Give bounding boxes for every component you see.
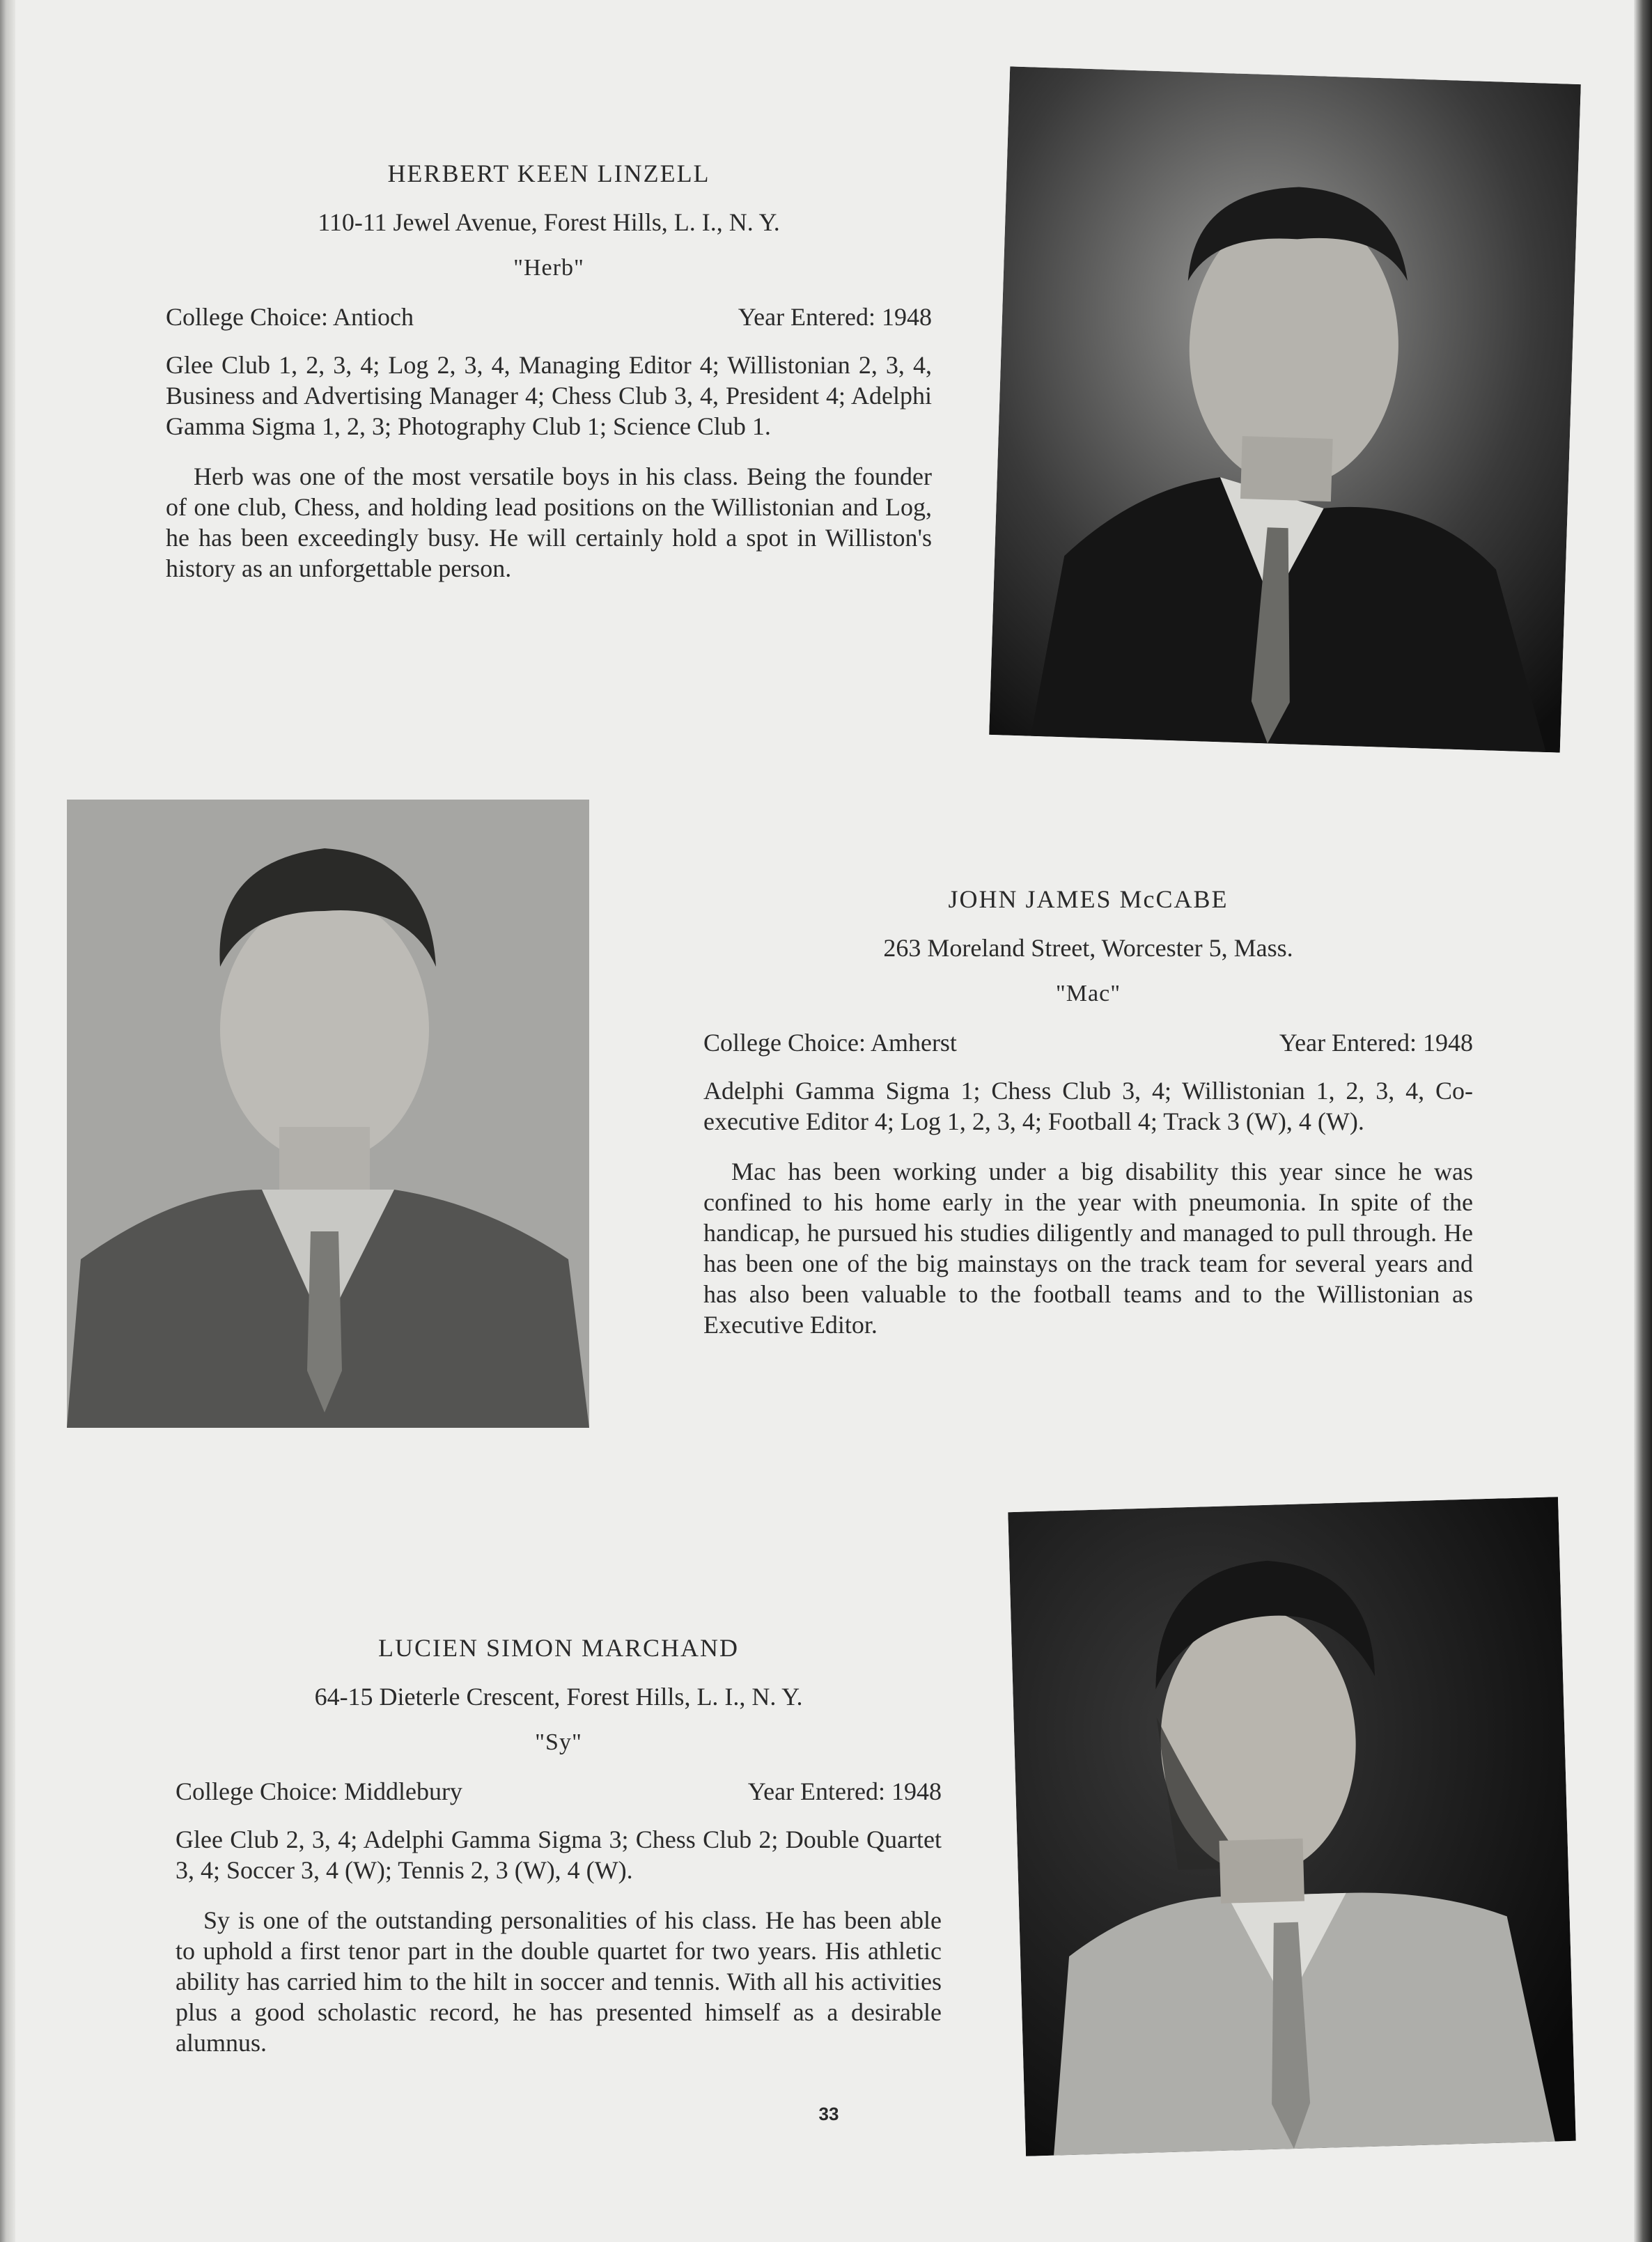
- student-name: HERBERT KEEN LINZELL: [387, 159, 710, 187]
- page-binding-edge: [0, 0, 15, 2242]
- student-address: 64-15 Dieterle Crescent, Forest Hills, L. I., N. Y.: [314, 1683, 803, 1711]
- page-number: 33: [818, 2103, 839, 2124]
- student-activities: Adelphi Gamma Sigma 1; Chess Club 3, 4; Willistonian 1, 2, 3, 4, Co-executive Editor 4; Log 1, 2, 3, 4; Football 4; Track 3 (W), 4 (W).: [703, 1077, 1473, 1135]
- student-nickname: "Herb": [513, 255, 584, 281]
- student-activities: Glee Club 2, 3, 4; Adelphi Gamma Sigma 3; Chess Club 2; Double Quartet 3, 4; Soccer 3, 4 (W); Tennis 2, 3 (W), 4 (W).: [176, 1825, 942, 1884]
- year-entered: Year Entered: 1948: [1279, 1029, 1473, 1057]
- student-name: JOHN JAMES McCABE: [948, 885, 1229, 913]
- portrait-photo-marchand: [1008, 1497, 1576, 2156]
- student-entry-mccabe: [703, 885, 1473, 1340]
- college-year-row: [176, 1777, 942, 1806]
- student-bio: Mac has been working under a big disability this year since he was confined to his home early in the year with pneumonia. In spite of the handicap, he pursued his studies diligently and managed to pull through. He has been one of the big mainstays on the track team for several years and has also been valuable to the football teams and to the Willistonian as Executive Editor.: [703, 1158, 1473, 1339]
- year-entered: Year Entered: 1948: [738, 303, 932, 331]
- student-nickname: "Mac": [1055, 981, 1121, 1006]
- student-name: LUCIEN SIMON MARCHAND: [377, 1634, 739, 1662]
- year-entered: Year Entered: 1948: [747, 1777, 942, 1805]
- student-bio: Herb was one of the most versatile boys in his class. Being the founder of one club, Chess, and holding lead positions on the Willistonian and Log, he has been exceedingly busy. He will certainly hold a spot in Williston's history as an unforgettable person.: [166, 462, 932, 582]
- student-bio: Sy is one of the outstanding personalities of his class. He has been able to uphold a first tenor part in the double quartet for two years. His athletic ability has carried him to the hilt in soccer and tennis. With all his activities plus a good scholastic record, he has presented himself as a desirable alumnus.: [176, 1906, 942, 2057]
- college-choice: College Choice: Amherst: [703, 1029, 957, 1057]
- college-year-row: [166, 302, 932, 332]
- portrait-photo-mccabe: [67, 800, 589, 1428]
- college-choice: College Choice: Middlebury: [176, 1777, 462, 1805]
- college-choice: College Choice: Antioch: [166, 303, 414, 331]
- page-right-edge: [1634, 0, 1652, 2242]
- student-address: 110-11 Jewel Avenue, Forest Hills, L. I., N. Y.: [318, 208, 780, 236]
- student-entry-linzell: [166, 159, 932, 584]
- student-entry-marchand: [176, 1633, 942, 2058]
- portrait-photo-linzell: [989, 66, 1581, 752]
- student-address: 263 Moreland Street, Worcester 5, Mass.: [883, 934, 1293, 962]
- student-nickname: "Sy": [535, 1729, 582, 1755]
- student-activities: Glee Club 1, 2, 3, 4; Log 2, 3, 4, Managing Editor 4; Willistonian 2, 3, 4, Business and Advertising Manager 4; Chess Club 3, 4, President 4; Adelphi Gamma Sigma 1, 2, 3; Photography Club 1; Science Club 1.: [166, 351, 932, 440]
- college-year-row: [703, 1028, 1473, 1057]
